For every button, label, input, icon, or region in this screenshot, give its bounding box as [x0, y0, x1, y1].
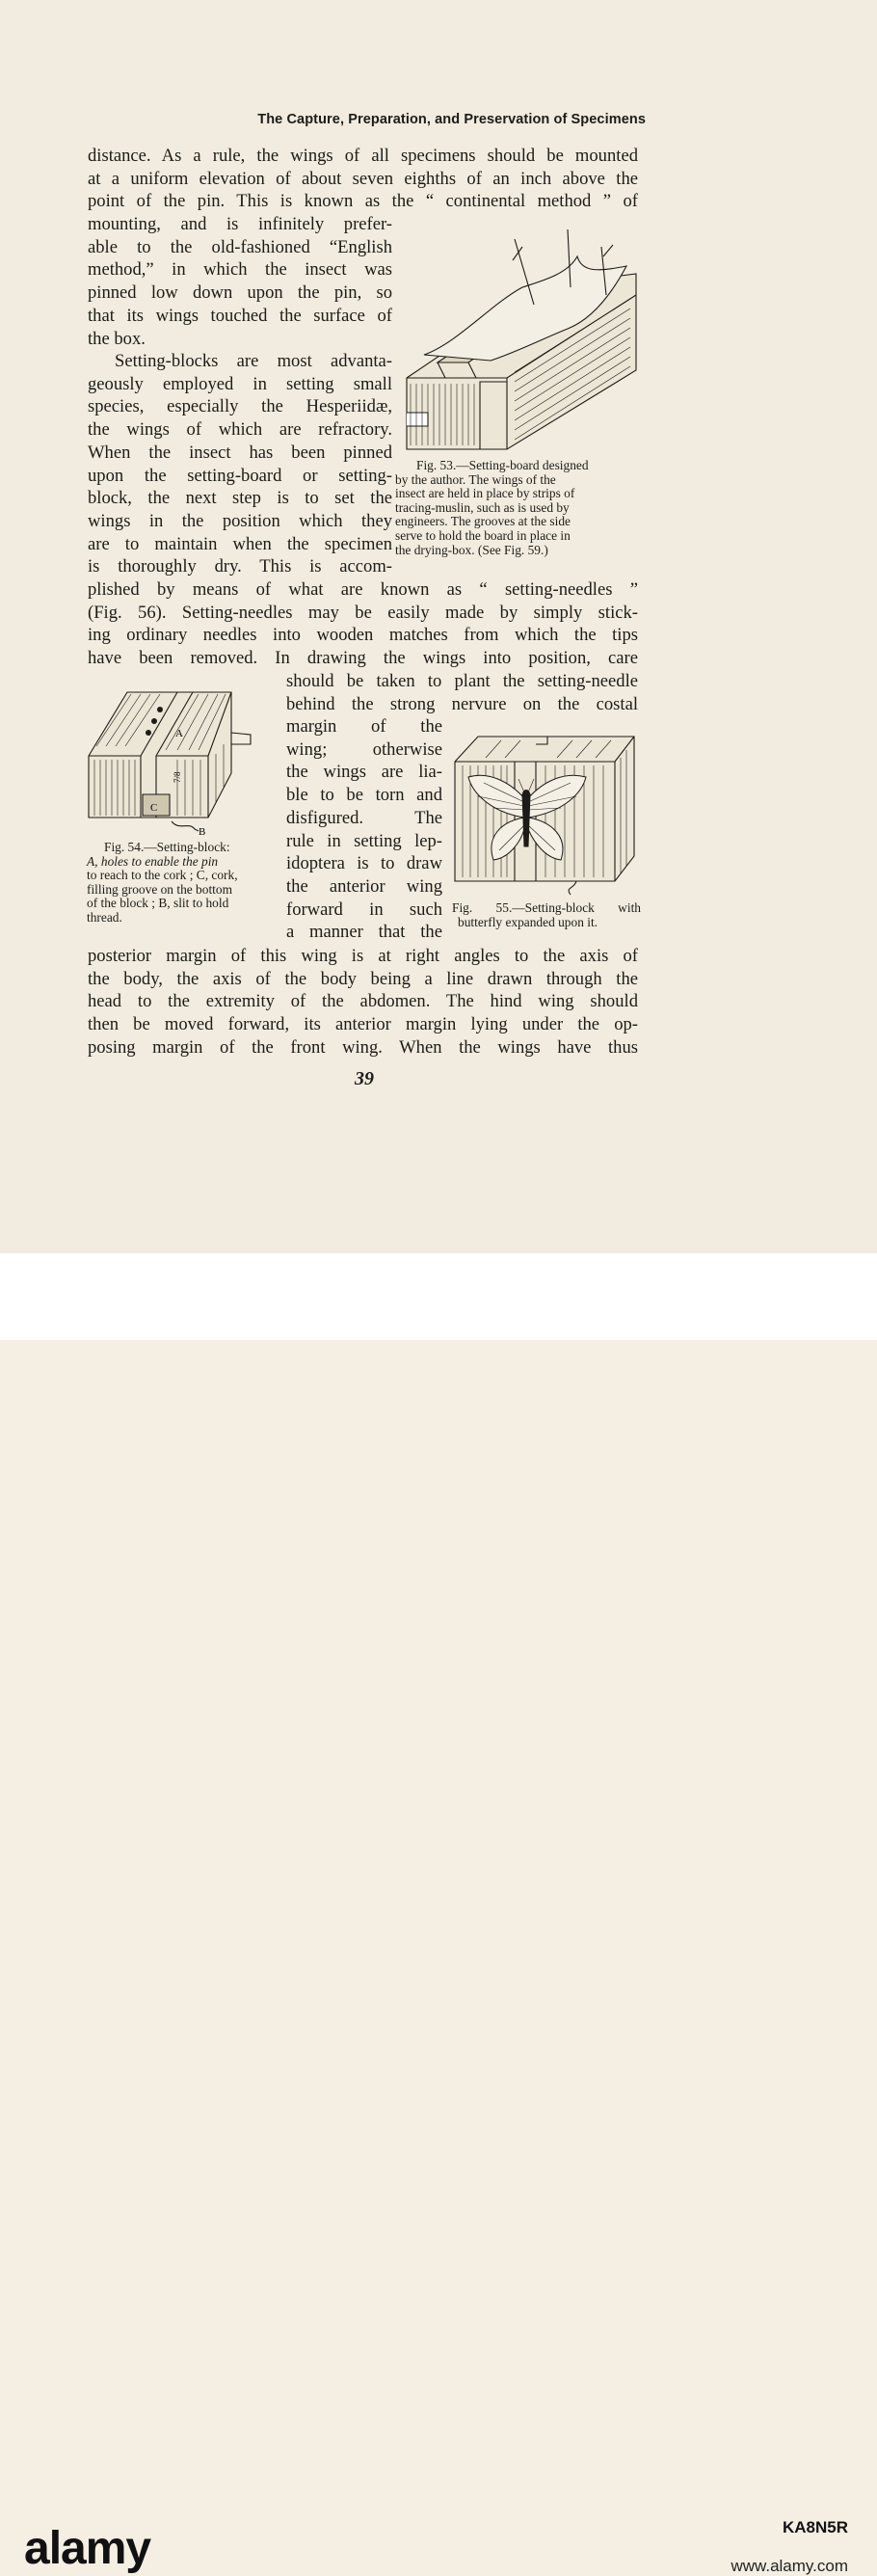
caption-line: Fig. 55.—Setting-block with	[452, 900, 641, 915]
text-line: margin of the	[286, 716, 442, 737]
caption-line: by the author. The wings of the	[395, 471, 556, 487]
figure-54-caption	[87, 841, 274, 926]
text-line: posing margin of the front wing. When the wings have thus	[88, 1036, 638, 1058]
caption-line: the drying-box. (See Fig. 59.)	[395, 542, 548, 557]
alamy-logo: alamy	[24, 2523, 151, 2574]
image-id: KA8N5R	[782, 2518, 848, 2536]
text-line: that its wings touched the surface of	[88, 305, 392, 326]
label-c: C	[150, 802, 158, 814]
text-line: disfigured. The	[286, 807, 442, 828]
caption-line: engineers. The grooves at the side	[395, 514, 571, 529]
text-line: should be taken to plant the setting-needle	[286, 671, 638, 691]
label-dimension: 7/8	[173, 771, 182, 783]
text-line: rule in setting lep-	[286, 830, 442, 851]
text-line: ing ordinary needles into wooden matches from which the tips	[88, 625, 638, 646]
figure-55-caption	[452, 900, 641, 929]
text-line: posterior margin of this wing is at right angles to the axis of	[88, 946, 638, 966]
figure-53-caption	[395, 459, 640, 557]
paragraph-left-1	[88, 213, 392, 350]
text-line: mounting, and is infinitely prefer-	[88, 214, 392, 234]
text-line: the body, the axis of the body being a line drawn through the	[88, 968, 638, 989]
text-line: behind the strong nervure on the costal	[286, 693, 638, 714]
text-line: species, especially the Hesperiidæ,	[88, 396, 392, 417]
caption-line: A, holes to enable the pin	[87, 853, 219, 869]
caption-line: to reach to the cork ; C, cork,	[87, 868, 238, 883]
paragraph-narrow	[286, 715, 442, 944]
text-line: pinned low down upon the pin, so	[88, 282, 392, 304]
paragraph-top	[88, 145, 638, 213]
text-line: block, the next step is to set the	[88, 488, 392, 509]
text-line: are to maintain when the specimen	[88, 533, 392, 554]
text-line: geously employed in setting small	[88, 373, 392, 394]
caption-line: insect are held in place by strips of	[395, 486, 575, 501]
label-b: B	[199, 826, 206, 837]
text-line: a manner that the	[286, 922, 442, 943]
text-line: ble to be torn and	[286, 785, 442, 806]
site-url: www.alamy.com	[731, 2557, 848, 2575]
caption-line: tracing-muslin, such as is used by	[395, 499, 570, 515]
text-line: at a uniform elevation of about seven eighths of an inch above the	[88, 168, 638, 189]
page-number: 39	[355, 1068, 374, 1089]
text-line: idoptera is to draw	[286, 853, 442, 874]
text-line: upon the setting-board or setting-	[88, 465, 392, 486]
text-line: point of the pin. This is known as the “ continental method ” of	[88, 191, 638, 212]
caption-line: butterfly expanded upon it.	[458, 915, 598, 929]
text-line: then be moved forward, its anterior margin lying under the op-	[88, 1014, 638, 1035]
text-line: able to the old-fashioned “English	[88, 236, 392, 257]
caption-line: serve to hold the board in place in	[395, 527, 571, 543]
paragraph-center	[286, 670, 638, 715]
text-line: the box.	[88, 328, 146, 349]
caption-line: Fig. 53.—Setting-board designed	[416, 458, 589, 472]
text-line: wings in the position which they	[88, 510, 392, 531]
figure-53-setting-board	[399, 228, 640, 453]
paragraph-bottom	[88, 945, 638, 1060]
text-line: (Fig. 56). Setting-needles may be easily made by simply stick-	[88, 602, 638, 623]
text-line: forward in such	[286, 899, 442, 920]
caption-line: thread.	[87, 909, 122, 925]
text-line: Setting-blocks are most advanta-	[115, 351, 392, 371]
text-line: plished by means of what are known as “ setting-needles ”	[88, 579, 638, 600]
label-a: A	[175, 728, 183, 739]
text-line: the wings of which are refractory.	[88, 419, 392, 441]
text-line: head to the extremity of the abdomen. The hind wing should	[88, 991, 638, 1012]
text-line: the wings are lia-	[286, 762, 442, 783]
text-line: the anterior wing	[286, 875, 442, 897]
figure-55-butterfly-block	[451, 733, 640, 897]
text-line: distance. As a rule, the wings of all specimens should be mounted	[88, 146, 638, 166]
running-head: The Capture, Preparation, and Preservation of Specimens	[257, 112, 646, 127]
watermark-footer	[0, 1253, 877, 2575]
text-line: When the insect has been pinned	[88, 442, 392, 463]
text-line: is thoroughly dry. This is accom-	[88, 556, 392, 577]
book-page	[0, 0, 877, 1253]
figure-54-setting-block	[85, 686, 274, 837]
text-line: wing; otherwise	[286, 738, 442, 760]
paragraph-mid	[88, 578, 638, 670]
caption-line: Fig. 54.—Setting-block:	[104, 840, 230, 854]
caption-line: filling groove on the bottom	[87, 881, 232, 897]
caption-line: of the block ; B, slit to hold	[87, 896, 229, 911]
paragraph-left-2	[88, 350, 392, 578]
text-line: have been removed. In drawing the wings into position, care	[88, 648, 638, 669]
text-line: method,” in which the insect was	[88, 259, 392, 281]
